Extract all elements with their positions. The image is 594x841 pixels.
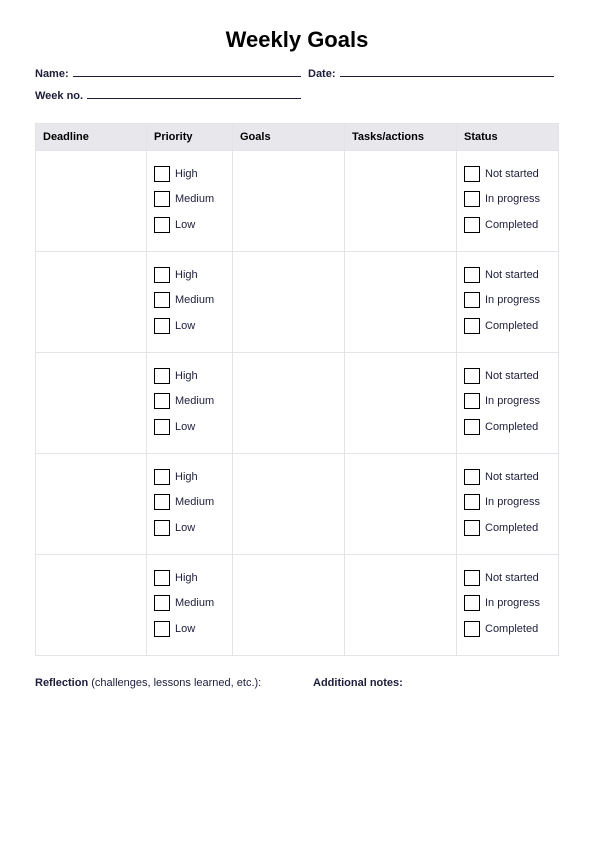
tasks-cell[interactable] xyxy=(345,151,457,252)
status-options xyxy=(464,353,558,435)
deadline-cell[interactable] xyxy=(36,151,147,252)
priority-checkbox[interactable] xyxy=(154,494,170,510)
status-checkbox[interactable] xyxy=(464,166,480,182)
priority-checkbox[interactable] xyxy=(154,292,170,308)
priority-option-label: Low xyxy=(175,521,196,534)
status-option-label: Not started xyxy=(485,571,539,584)
week-label: Week no. xyxy=(35,90,84,102)
priority-checkbox[interactable] xyxy=(154,419,170,435)
status-option[interactable] xyxy=(464,468,558,485)
goals-cell[interactable] xyxy=(233,555,345,656)
priority-option[interactable] xyxy=(154,317,232,334)
header-deadline: Deadline xyxy=(36,124,147,151)
priority-checkbox[interactable] xyxy=(154,217,170,233)
status-checkbox[interactable] xyxy=(464,368,480,384)
priority-option-label: Medium xyxy=(175,597,215,609)
priority-checkbox[interactable] xyxy=(154,267,170,283)
status-option[interactable] xyxy=(464,266,558,283)
header-status: Status xyxy=(457,124,559,151)
priority-option[interactable] xyxy=(154,468,232,485)
header-goals: Goals xyxy=(233,124,345,151)
status-option[interactable] xyxy=(464,191,558,208)
priority-checkbox[interactable] xyxy=(154,595,170,611)
priority-cell xyxy=(147,252,233,353)
status-checkbox[interactable] xyxy=(464,191,480,207)
status-option[interactable] xyxy=(464,292,558,309)
status-checkbox[interactable] xyxy=(464,595,480,611)
table-row xyxy=(36,252,559,353)
tasks-cell[interactable] xyxy=(345,454,457,555)
status-option[interactable] xyxy=(464,620,558,637)
priority-checkbox[interactable] xyxy=(154,520,170,536)
status-options xyxy=(464,151,558,233)
status-checkbox[interactable] xyxy=(464,393,480,409)
status-option-label: Not started xyxy=(485,268,539,281)
status-option[interactable] xyxy=(464,595,558,612)
priority-checkbox[interactable] xyxy=(154,393,170,409)
priority-option-label: High xyxy=(175,470,198,483)
priority-checkbox[interactable] xyxy=(154,570,170,586)
week-field[interactable] xyxy=(35,89,301,102)
priority-checkbox[interactable] xyxy=(154,469,170,485)
header-tasks: Tasks/actions xyxy=(345,124,457,151)
status-option[interactable] xyxy=(464,216,558,233)
priority-option[interactable] xyxy=(154,620,232,637)
status-option-label: Completed xyxy=(485,622,539,635)
status-option[interactable] xyxy=(464,418,558,435)
goals-cell[interactable] xyxy=(233,454,345,555)
priority-cell xyxy=(147,555,233,656)
priority-cell xyxy=(147,454,233,555)
priority-option-label: High xyxy=(175,167,198,180)
status-option-label: Not started xyxy=(485,470,539,483)
reflection-section xyxy=(35,677,261,689)
deadline-cell[interactable] xyxy=(36,252,147,353)
status-option-label: Completed xyxy=(485,420,539,433)
goals-cell[interactable] xyxy=(233,151,345,252)
goals-table xyxy=(35,123,559,656)
goals-cell[interactable] xyxy=(233,252,345,353)
status-checkbox[interactable] xyxy=(464,570,480,586)
priority-option[interactable] xyxy=(154,216,232,233)
table-row xyxy=(36,555,559,656)
status-checkbox[interactable] xyxy=(464,318,480,334)
priority-options xyxy=(154,454,232,536)
priority-option[interactable] xyxy=(154,519,232,536)
tasks-cell[interactable] xyxy=(345,252,457,353)
priority-checkbox[interactable] xyxy=(154,166,170,182)
status-cell xyxy=(457,353,559,454)
date-label: Date: xyxy=(308,68,336,80)
priority-option-label: High xyxy=(175,369,198,382)
date-field[interactable] xyxy=(308,67,554,80)
status-option[interactable] xyxy=(464,165,558,182)
priority-option-label: Medium xyxy=(175,193,215,205)
priority-options xyxy=(154,555,232,637)
priority-option[interactable] xyxy=(154,191,232,208)
table-body xyxy=(36,151,559,656)
status-option-label: Completed xyxy=(485,218,539,231)
priority-checkbox[interactable] xyxy=(154,621,170,637)
priority-option-label: Medium xyxy=(175,294,215,306)
status-option-label: In progress xyxy=(485,193,541,205)
status-options xyxy=(464,454,558,536)
status-checkbox[interactable] xyxy=(464,621,480,637)
priority-option[interactable] xyxy=(154,494,232,511)
status-option-label: In progress xyxy=(485,597,541,609)
notes-label: Additional notes: xyxy=(313,677,403,689)
header-priority: Priority xyxy=(147,124,233,151)
date-line[interactable] xyxy=(340,67,554,77)
goals-cell[interactable] xyxy=(233,353,345,454)
priority-option-label: Medium xyxy=(175,395,215,407)
priority-option-label: Low xyxy=(175,622,196,635)
table-row xyxy=(36,151,559,252)
status-checkbox[interactable] xyxy=(464,292,480,308)
week-line[interactable] xyxy=(87,89,301,99)
status-options xyxy=(464,252,558,334)
priority-option-label: Low xyxy=(175,319,196,332)
status-checkbox[interactable] xyxy=(464,217,480,233)
priority-option-label: Low xyxy=(175,218,196,231)
priority-checkbox[interactable] xyxy=(154,368,170,384)
status-option-label: Not started xyxy=(485,167,539,180)
status-option[interactable] xyxy=(464,519,558,536)
status-option[interactable] xyxy=(464,494,558,511)
deadline-cell[interactable] xyxy=(36,555,147,656)
priority-checkbox[interactable] xyxy=(154,318,170,334)
status-checkbox[interactable] xyxy=(464,469,480,485)
table-header-row xyxy=(36,124,559,151)
reflection-hint: (challenges, lessons learned, etc.): xyxy=(88,677,262,689)
priority-option[interactable] xyxy=(154,292,232,309)
priority-option[interactable] xyxy=(154,367,232,384)
tasks-cell[interactable] xyxy=(345,555,457,656)
notes-section xyxy=(313,677,403,689)
priority-cell xyxy=(147,353,233,454)
table-row xyxy=(36,353,559,454)
status-checkbox[interactable] xyxy=(464,520,480,536)
priority-options xyxy=(154,151,232,233)
priority-options xyxy=(154,353,232,435)
priority-option-label: High xyxy=(175,571,198,584)
status-option-label: Completed xyxy=(485,521,539,534)
status-option-label: In progress xyxy=(485,496,541,508)
name-field[interactable] xyxy=(35,67,301,80)
priority-option-label: High xyxy=(175,268,198,281)
status-option[interactable] xyxy=(464,367,558,384)
priority-option[interactable] xyxy=(154,418,232,435)
table-row xyxy=(36,454,559,555)
priority-option[interactable] xyxy=(154,266,232,283)
status-checkbox[interactable] xyxy=(464,419,480,435)
priority-option[interactable] xyxy=(154,569,232,586)
status-checkbox[interactable] xyxy=(464,267,480,283)
priority-option[interactable] xyxy=(154,595,232,612)
status-option[interactable] xyxy=(464,569,558,586)
priority-checkbox[interactable] xyxy=(154,191,170,207)
status-option-label: Completed xyxy=(485,319,539,332)
name-label: Name: xyxy=(35,68,69,80)
status-cell xyxy=(457,252,559,353)
status-cell xyxy=(457,555,559,656)
status-options xyxy=(464,555,558,637)
page-title: Weekly Goals xyxy=(225,27,369,52)
status-cell xyxy=(457,151,559,252)
tasks-cell[interactable] xyxy=(345,353,457,454)
name-line[interactable] xyxy=(73,67,301,77)
deadline-cell[interactable] xyxy=(36,353,147,454)
priority-option[interactable] xyxy=(154,393,232,410)
status-option[interactable] xyxy=(464,317,558,334)
deadline-cell[interactable] xyxy=(36,454,147,555)
reflection-label: Reflection xyxy=(35,677,89,689)
priority-option[interactable] xyxy=(154,165,232,182)
status-option-label: In progress xyxy=(485,294,541,306)
status-checkbox[interactable] xyxy=(464,494,480,510)
priority-options xyxy=(154,252,232,334)
priority-option-label: Low xyxy=(175,420,196,433)
priority-cell xyxy=(147,151,233,252)
priority-option-label: Medium xyxy=(175,496,215,508)
status-cell xyxy=(457,454,559,555)
status-option-label: Not started xyxy=(485,369,539,382)
status-option-label: In progress xyxy=(485,395,541,407)
status-option[interactable] xyxy=(464,393,558,410)
